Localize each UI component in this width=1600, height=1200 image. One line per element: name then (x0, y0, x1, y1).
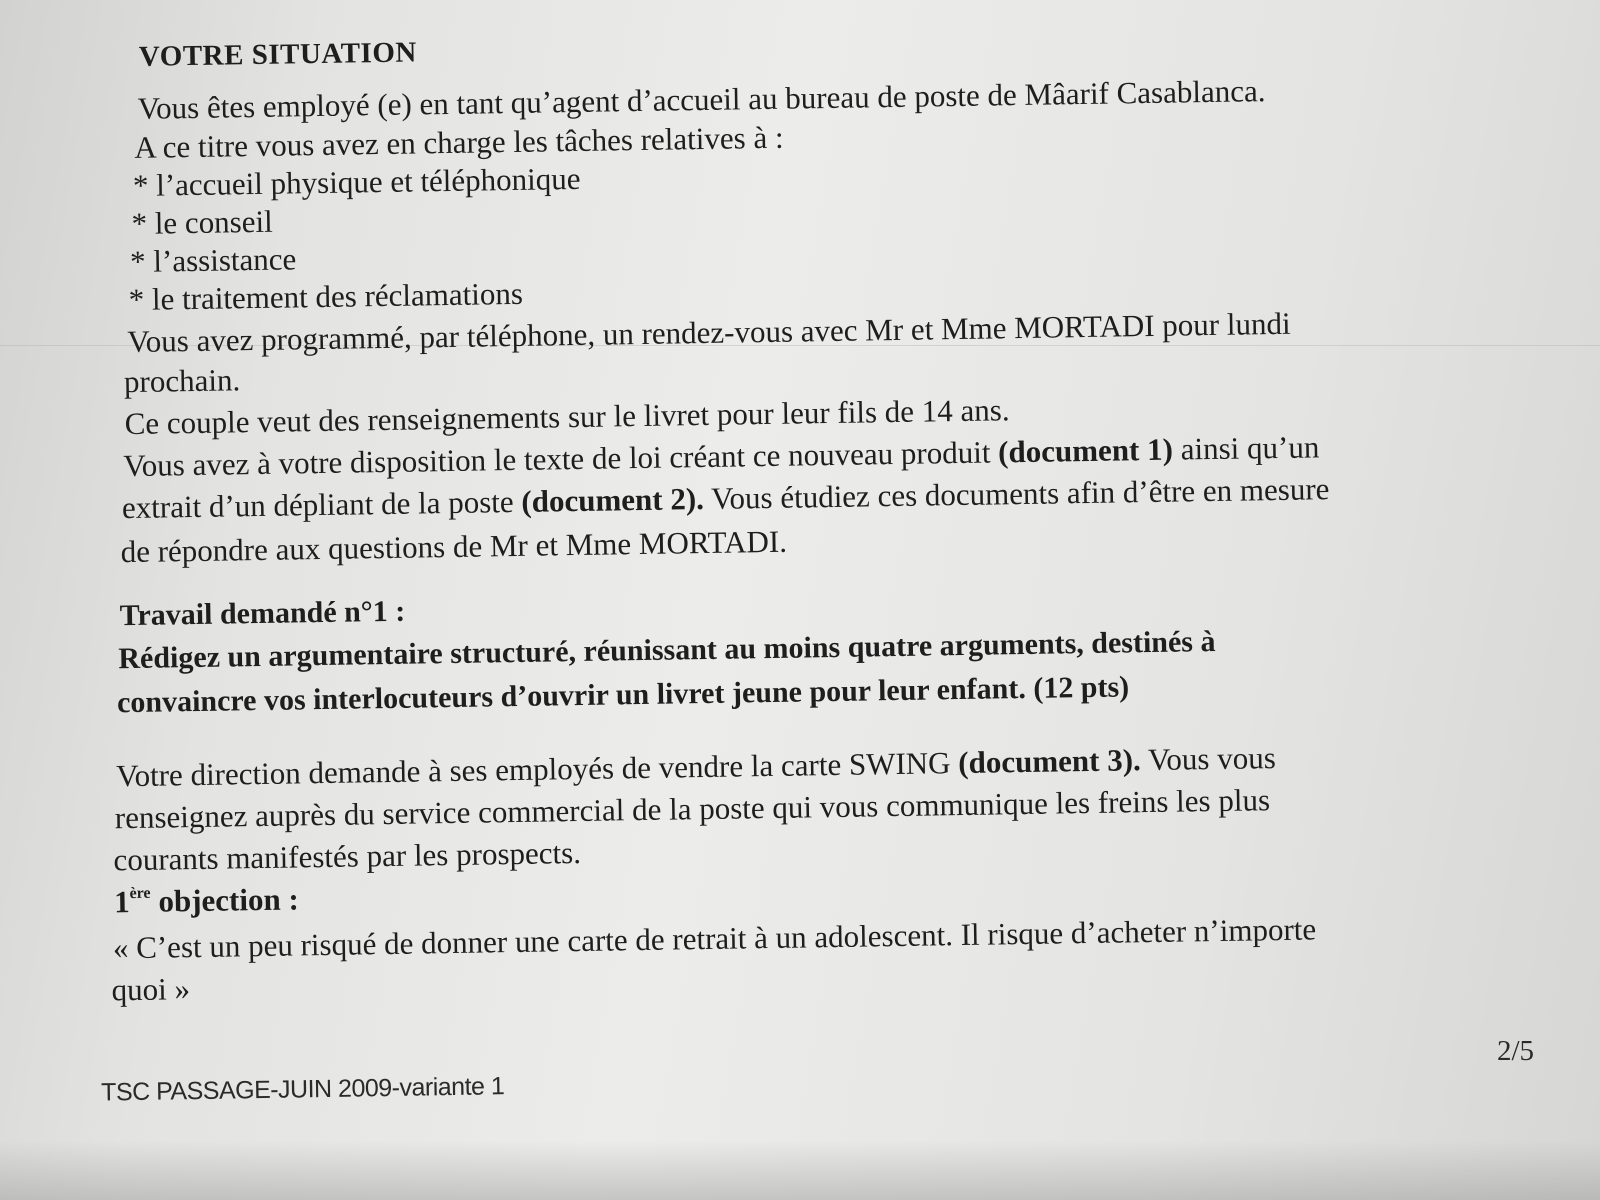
situation-line-1: Vous êtes employé (e) en tant qu’agent d’accueil au bureau de poste de Mâarif Casablanca. (137, 73, 1266, 126)
swing-line-3: courants manifestés par les prospects. (113, 834, 582, 878)
page-bottom-shadow (0, 1140, 1600, 1200)
bullet-item: * le traitement des réclamations (128, 275, 524, 318)
document-3-ref: (document 3). (957, 742, 1142, 781)
bullet-item: * l’assistance (129, 241, 297, 279)
footer-label: TSC PASSAGE-JUIN 2009-variante 1 (100, 1072, 505, 1107)
bullet-item: * l’accueil physique et téléphonique (132, 160, 581, 203)
document-2-ref: (document 2). (521, 481, 705, 519)
docs-line-3: de répondre aux questions de Mr et Mme MORTADI. (120, 523, 788, 570)
rdv-line-2: prochain. (123, 362, 241, 400)
rdv-line-1: Vous avez programmé, par téléphone, un rendez-vous avec Mr et Mme MORTADI pour lundi (127, 305, 1291, 360)
travail-line-1: Rédigez un argumentaire structuré, réunissant au moins quatre arguments, destinés à (118, 624, 1216, 676)
objection-quote-line-2: quoi » (111, 971, 191, 1008)
docs-line-1: Vous avez à votre disposition le texte de loi créant ce nouveau produit (document 1) ainsi qu’un (123, 429, 1320, 484)
couple-line: Ce couple veut des renseignements sur le livret pour leur fils de 14 ans. (124, 392, 1010, 442)
docs-line-2: extrait d’un dépliant de la poste (document 2). Vous étudiez ces documents afin d’être en mesure (121, 471, 1330, 526)
objection-quote-line-1: « C’est un peu risqué de donner une carte de retrait à un adolescent. Il risque d’acheter n’importe (112, 911, 1317, 966)
page-number: 2/5 (1497, 1035, 1535, 1067)
swing-line-2: renseignez auprès du service commercial de la poste qui vous communique les freins les plus (114, 782, 1271, 836)
situation-line-2: A ce titre vous avez en charge les tâches relatives à : (134, 119, 784, 165)
travail-line-2: convaincre vos interlocuteurs d’ouvrir un livret jeune pour leur enfant. (12 pts) (116, 670, 1130, 720)
objection-title: 1ère objection : (113, 881, 300, 920)
section-heading: VOTRE SITUATION (138, 36, 418, 73)
document-1-ref: (document 1) (997, 431, 1174, 470)
bullet-item: * le conseil (131, 203, 273, 241)
travail-title: Travail demandé n°1 : (119, 594, 406, 633)
swing-line-1: Votre direction demande à ses employés de vendre la carte SWING (document 3). Vous vous (115, 740, 1277, 794)
